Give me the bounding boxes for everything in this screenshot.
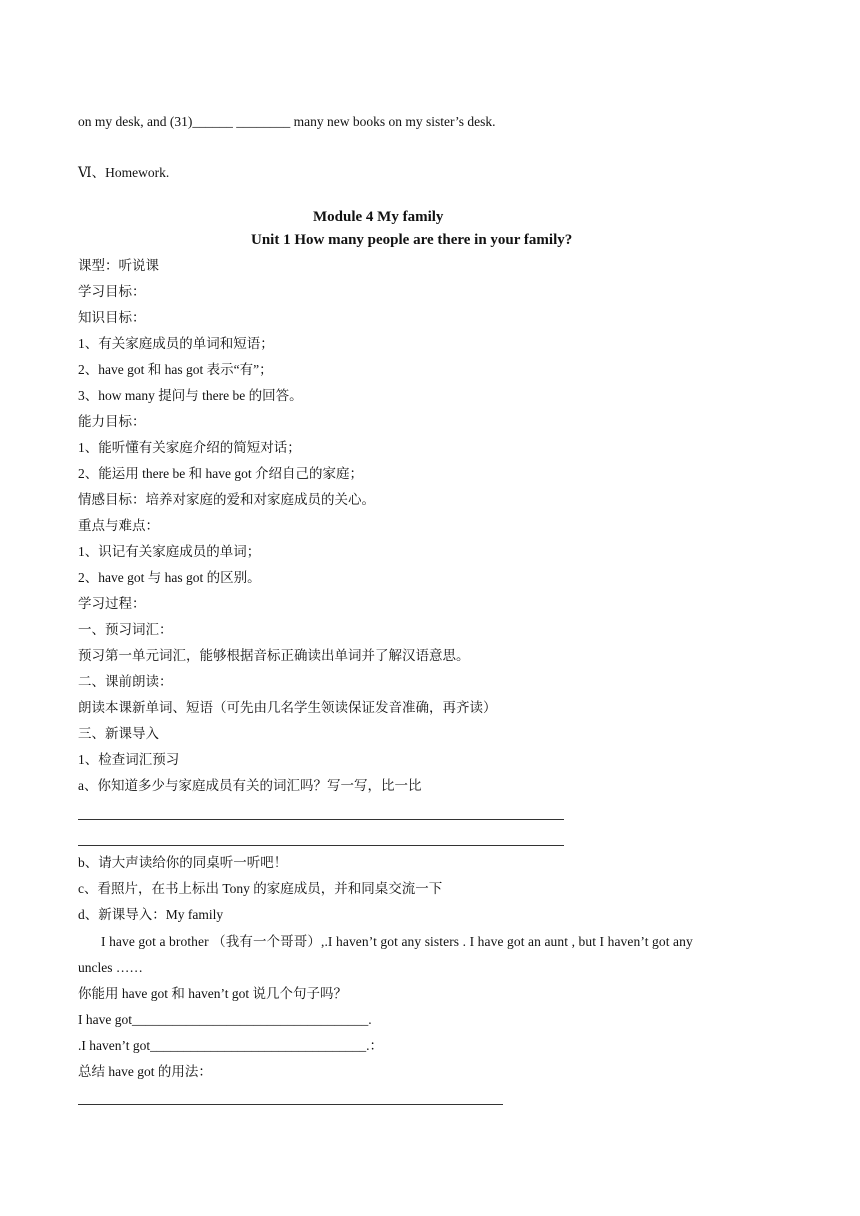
usage-summary-heading: 总结 have got 的用法： bbox=[78, 1064, 212, 1079]
knowledge-goals-heading: 知识目标： bbox=[78, 310, 146, 325]
step-d-text: d、新课导入：My family bbox=[78, 907, 224, 922]
havent-got-blank[interactable]: .I haven’t got________________________________.： bbox=[78, 1038, 383, 1053]
section-2-heading: 二、课前朗读： bbox=[78, 674, 173, 689]
knowledge-goal-1: 1、有关家庭成员的单词和短语； bbox=[78, 336, 274, 351]
answer-line-2[interactable] bbox=[78, 845, 564, 846]
section-3-heading: 三、新课导入 bbox=[78, 726, 159, 741]
key-point-1: 1、识记有关家庭成员的单词； bbox=[78, 544, 261, 559]
key-point-2: 2、have got 与 has got 的区别。 bbox=[78, 570, 261, 585]
knowledge-goal-3: 3、how many 提问与 there be 的回答。 bbox=[78, 388, 303, 403]
section-2-text: 朗读本课新单词、短语（可先由几名学生领读保证发音准确，再齐读） bbox=[78, 700, 497, 715]
homework-heading: Ⅵ、Homework. bbox=[78, 165, 170, 180]
knowledge-goal-2: 2、have got 和 has got 表示“有”； bbox=[78, 362, 273, 377]
example-paragraph-line-1: I have got a brother （我有一个哥哥）,.I haven’t got any sisters . I have got an aunt , but I haven’t got any bbox=[101, 934, 693, 949]
learning-goals-heading: 学习目标： bbox=[78, 284, 146, 299]
ability-goals-heading: 能力目标： bbox=[78, 414, 146, 429]
emotion-goal: 情感目标：培养对家庭的爱和对家庭成员的关心。 bbox=[78, 492, 375, 507]
exercise-line-31: on my desk, and (31)______ ________ many new books on my sister’s desk. bbox=[78, 114, 496, 129]
process-heading: 学习过程： bbox=[78, 596, 146, 611]
prompt-sentences: 你能用 have got 和 haven’t got 说几个句子吗？ bbox=[78, 986, 347, 1001]
lesson-type: 课型：听说课 bbox=[78, 258, 159, 273]
key-points-heading: 重点与难点： bbox=[78, 518, 159, 533]
module-title: Module 4 My family bbox=[313, 209, 444, 225]
step-1-heading: 1、检查词汇预习 bbox=[78, 752, 180, 767]
step-b-text: b、请大声读给你的同桌听一听吧！ bbox=[78, 855, 288, 870]
ability-goal-1: 1、能听懂有关家庭介绍的简短对话； bbox=[78, 440, 301, 455]
ability-goal-2: 2、能运用 there be 和 have got 介绍自己的家庭； bbox=[78, 466, 363, 481]
unit-title: Unit 1 How many people are there in your family? bbox=[251, 232, 573, 248]
section-1-text: 预习第一单元词汇，能够根据音标正确读出单词并了解汉语意思。 bbox=[78, 648, 470, 663]
step-c-text: c、看照片，在书上标出 Tony 的家庭成员，并和同桌交流一下 bbox=[78, 881, 443, 896]
section-1-heading: 一、预习词汇： bbox=[78, 622, 173, 637]
have-got-blank[interactable]: I have got___________________________________. bbox=[78, 1012, 372, 1027]
answer-line-3[interactable] bbox=[78, 1104, 503, 1105]
step-a-text: a、你知道多少与家庭成员有关的词汇吗？写一写，比一比 bbox=[78, 778, 422, 793]
answer-line-1[interactable] bbox=[78, 819, 564, 820]
example-paragraph-line-2: uncles …… bbox=[78, 960, 143, 975]
